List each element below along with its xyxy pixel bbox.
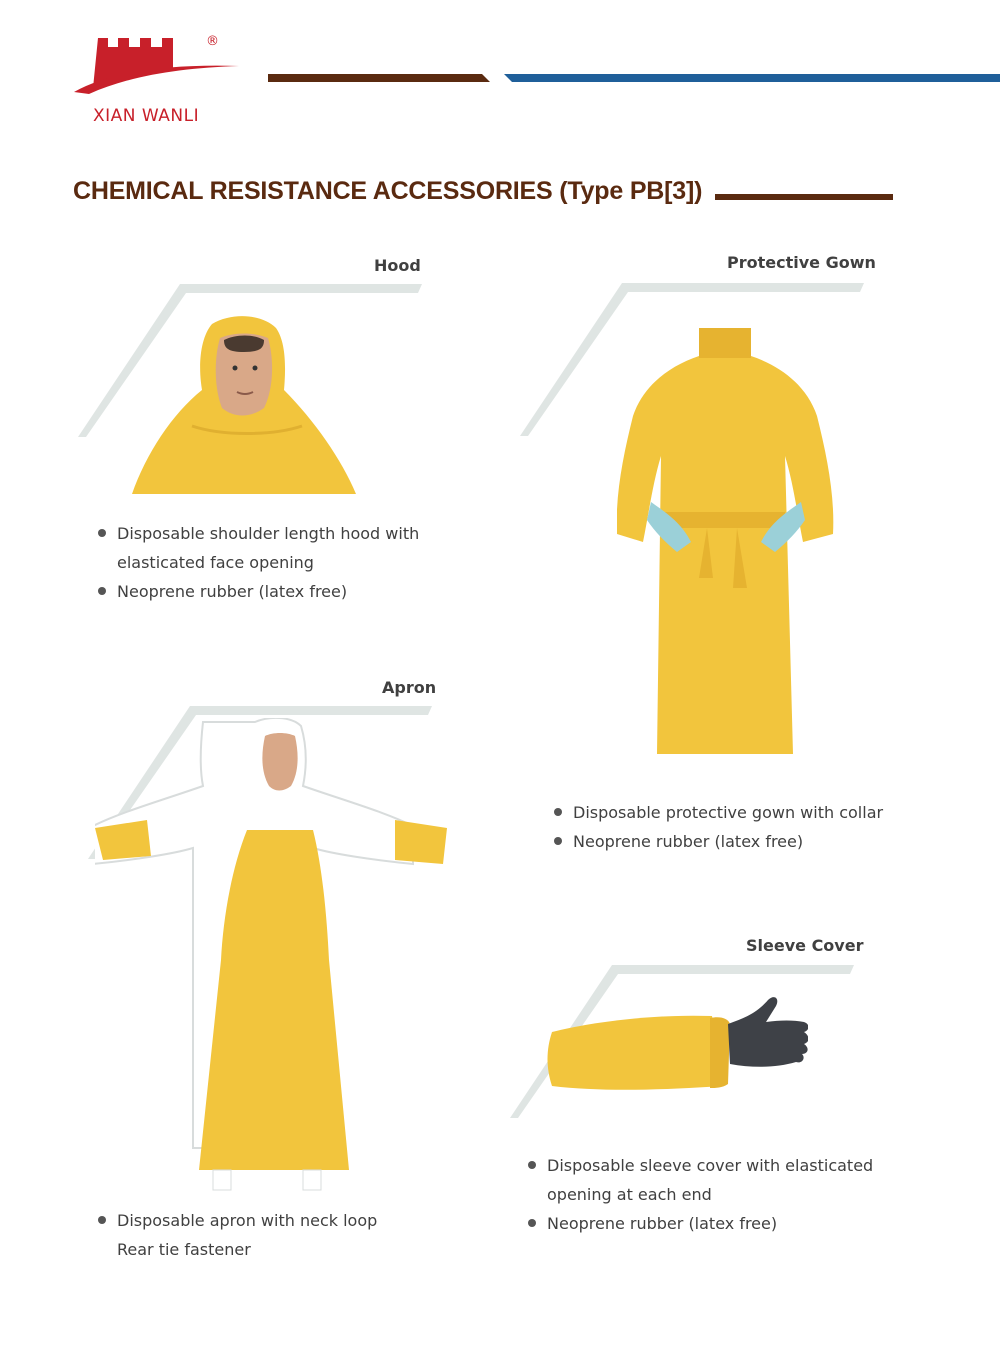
header-divider [268,72,1000,84]
hood-bullet-1: Disposable shoulder length hood with [98,519,458,548]
apron-heading: Apron [382,678,437,697]
hood-bullet-1-cont: elasticated face opening [117,553,314,572]
hood-bullet-2: Neoprene rubber (latex free) [98,577,458,606]
bullet-dot [554,837,562,845]
sleeve-bullets [528,1151,948,1238]
bullet-dot [554,808,562,816]
hood-heading: Hood [374,256,421,275]
bullet-dot [98,529,106,537]
sleeve-photo-icon [542,992,808,1102]
sleeve-bullet-2: Neoprene rubber (latex free) [528,1209,948,1238]
apron-bullet-1-cont: Rear tie fastener [117,1240,251,1259]
sleeve-bullet-1-cont: opening at each end [547,1185,712,1204]
gown-photo-icon [617,322,835,758]
bullet-dot [98,587,106,595]
gown-bullet-1: Disposable protective gown with collar [554,798,974,827]
title-rule [715,194,893,200]
bullet-dot [528,1219,536,1227]
apron-bullets [98,1206,458,1264]
page-title: CHEMICAL RESISTANCE ACCESSORIES (Type PB[3]) [73,177,703,205]
apron-photo-icon [95,718,447,1192]
gown-heading: Protective Gown [727,253,876,272]
bullet-dot [98,1216,106,1224]
sleeve-heading: Sleeve Cover [746,936,864,955]
bullet-dot [528,1161,536,1169]
sleeve-bullet-1: Disposable sleeve cover with elasticated [528,1151,948,1180]
brand-name: XIAN WANLI [93,106,200,126]
registered-mark: ® [206,34,219,49]
gown-bullets [554,798,974,856]
hood-bullets [98,519,458,606]
hood-photo-icon [132,316,357,494]
gown-bullet-2: Neoprene rubber (latex free) [554,827,974,856]
apron-bullet-1: Disposable apron with neck loop [98,1206,458,1235]
